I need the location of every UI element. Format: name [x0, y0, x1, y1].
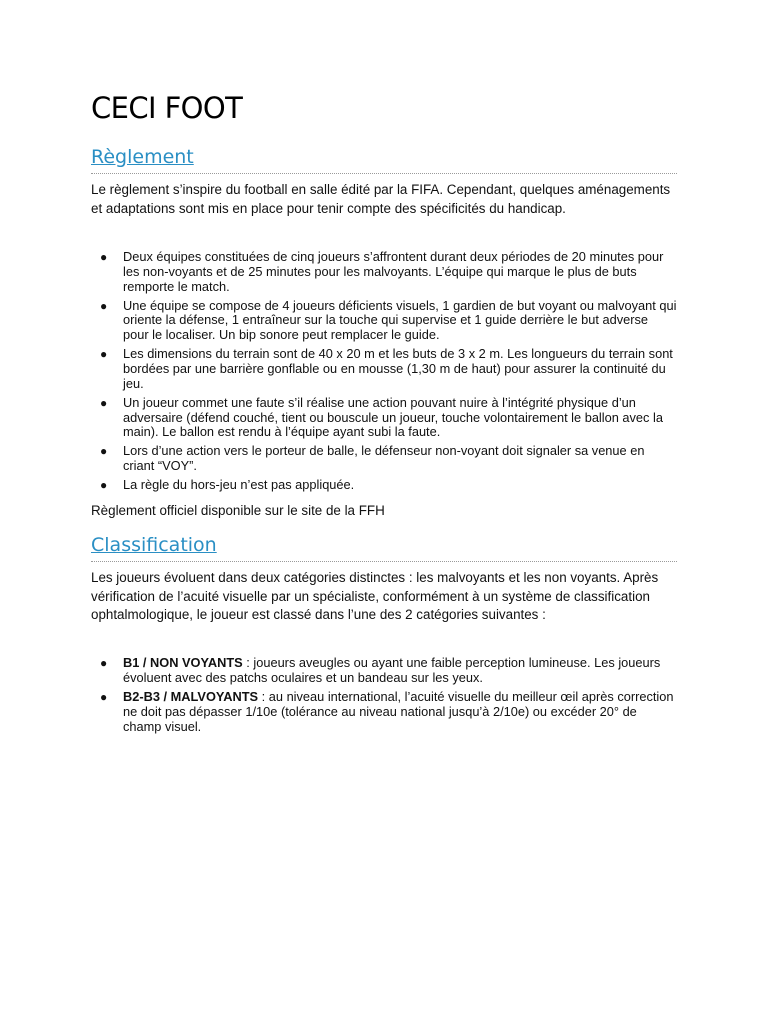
bullet-icon: ●	[100, 347, 108, 362]
category-label: B1 / NON VOYANTS	[123, 655, 243, 670]
list-item	[91, 299, 677, 343]
section-heading-classification: Classification	[91, 534, 217, 556]
section-divider	[91, 561, 677, 562]
bullet-icon: ●	[100, 250, 108, 264]
document-title: CECI FOOT	[91, 91, 243, 125]
category-label: B2-B3 / MALVOYANTS	[123, 689, 259, 705]
category-description: : joueurs aveugles ou ayant une faible perception lumineuse. Les joueurs évoluent avec des patchs oculaires et un bandeau sur les yeux.	[123, 655, 661, 685]
list-item-text: Une équipe se compose de 4 joueurs déficients visuels, 1 gardien de but voyant ou malvoyant qui oriente la défense, 1 entraîneur sur la touche qui supervise et 1 guide derrière le but adverse pour le localiser. Un bip sonore peut remplacer le guide.	[123, 297, 677, 343]
list-item	[91, 444, 677, 474]
list-item	[91, 250, 677, 294]
list-item-text: Lors d’une action vers le porteur de balle, le défenseur non-voyant doit signaler sa venue en criant “VOY”.	[123, 443, 645, 474]
list-item	[91, 656, 677, 686]
reglement-footer-note: Règlement officiel disponible sur le site de la FFH	[91, 503, 385, 518]
bullet-icon: ●	[100, 478, 108, 493]
classification-category-list	[91, 656, 677, 739]
bullet-icon: ●	[100, 656, 108, 670]
section-heading-reglement: Règlement	[91, 146, 194, 168]
list-item	[91, 396, 677, 440]
list-item-text: La règle du hors-jeu n’est pas appliquée.	[123, 477, 355, 493]
reglement-intro-paragraph: Le règlement s’inspire du football en salle édité par la FIFA. Cependant, quelques aménagements et adaptations sont mis en place pour tenir compte des spécificités du handicap.	[91, 182, 671, 216]
list-item-text: Les dimensions du terrain sont de 40 x 20 m et les buts de 3 x 2 m. Les longueurs du terrain sont bordées par une barrière gonflable ou en mousse (1,30 m de haut) pour assurer la continuité du jeu.	[123, 346, 673, 391]
list-item-text: Un joueur commet une faute s’il réalise une action pouvant nuire à l’intégrité physique d’un adversaire (défend couché, tient ou bouscule un joueur, touche volontairement le ballon avec la main). Le ballon est rendu à l’équipe ayant subi la faute.	[123, 394, 663, 440]
reglement-bullet-list	[91, 250, 677, 497]
list-item-text: Deux équipes constituées de cinq joueurs s’affrontent durant deux périodes de 20 minutes pour les non-voyants et de 25 minutes pour les malvoyants. L’équipe qui marque le plus de buts remporte le match.	[123, 249, 664, 294]
bullet-icon: ●	[100, 690, 108, 705]
list-item	[91, 347, 677, 391]
bullet-icon: ●	[100, 298, 108, 313]
classification-intro-paragraph: Les joueurs évoluent dans deux catégories distinctes : les malvoyants et les non voyants. Après vérification de l’acuité visuelle par un spécialiste, conformément à un système de classification ophtalmologique, le joueur est classé dans l’une des 2 catégories suivantes :	[91, 570, 659, 622]
list-item	[91, 478, 677, 493]
bullet-icon: ●	[100, 444, 108, 459]
section-divider	[91, 173, 677, 174]
list-item	[91, 690, 677, 734]
category-description: : au niveau international, l’acuité visuelle du meilleur œil après correction ne doit pas dépasser 1/10e (tolérance au niveau national jusqu’à 2/10e) ou excéder 20° de champ visuel.	[123, 689, 674, 734]
bullet-icon: ●	[100, 395, 108, 410]
